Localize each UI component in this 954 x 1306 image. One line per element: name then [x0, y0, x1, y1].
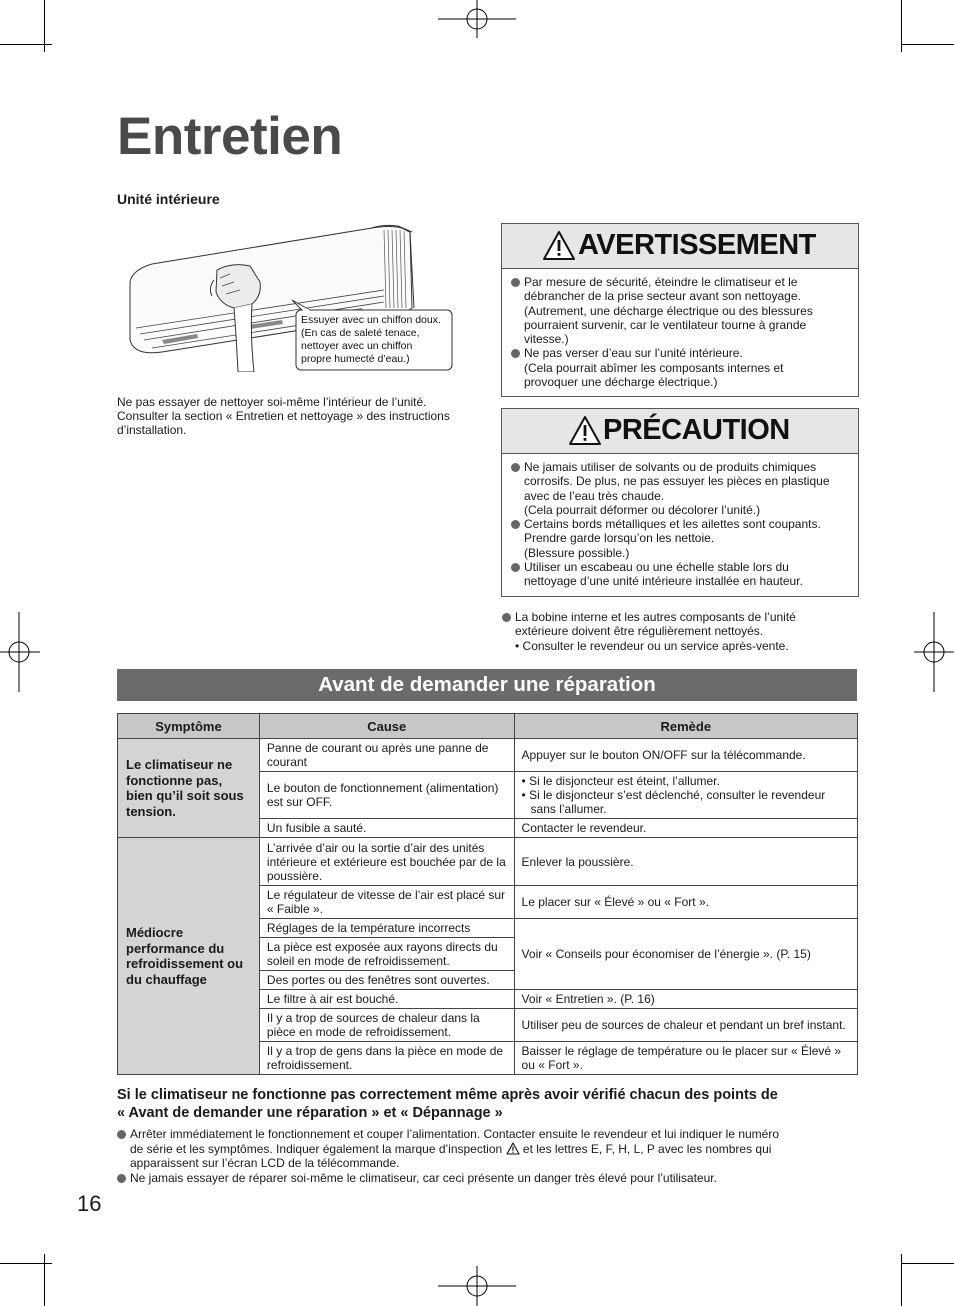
list-item: Prendre garde lorsqu’on les nettoie. [524, 531, 715, 546]
list-item: avec de l’eau très chaude. [524, 488, 665, 503]
registration-mark-top [438, 0, 516, 38]
troubleshooting-table [117, 713, 858, 1075]
remedy-cell: Contacter le revendeur. [514, 819, 857, 838]
list-item: Par mesure de sécurité, éteindre le climatiseur et le [511, 275, 852, 289]
callout-line-3: nettoyer avec un chiffon [301, 340, 413, 352]
remedy-cell: Voir « Entretien ». (P. 16) [514, 990, 857, 1009]
list-item: Certains bords métalliques et les ailettes sont coupants. [511, 517, 852, 531]
list-item: pourraient survenir, car le ventilateur tourne à grande [524, 317, 807, 332]
list-item: Ne jamais essayer de réparer soi-même le climatiseur, car ceci présente un danger très élevé pour l’utilisateur. [117, 1171, 779, 1186]
list-item: vitesse.) [524, 332, 569, 347]
header-remedy: Remède [514, 714, 857, 739]
list-item: débrancher de la prise secteur avant son nettoyage. [524, 289, 801, 304]
cause-cell: Des portes ou des fenêtres sont ouvertes. [259, 971, 514, 990]
cause-cell: Panne de courant ou après une panne de courant [259, 739, 514, 772]
table-header-row [118, 714, 858, 739]
cause-cell: Il y a trop de gens dans la pièce en mode de refroidissement. [259, 1042, 514, 1075]
header-cause: Cause [259, 714, 514, 739]
warning-triangle-icon [542, 230, 576, 261]
table-row [118, 838, 858, 886]
remedy-cell: Le placer sur « Élevé » ou « Fort ». [514, 886, 857, 919]
cause-cell: Réglages de la température incorrects [259, 919, 514, 938]
list-item: Ne pas verser d’eau sur l’unité intérieure. [511, 346, 852, 360]
list-item: corrosifs. De plus, ne pas essuyer les pièces en plastique [524, 474, 830, 489]
registration-mark-bottom [438, 1266, 516, 1306]
callout-line-2: (En cas de saleté tenace, [301, 327, 420, 339]
caution-body [502, 454, 858, 593]
registration-mark-left [0, 612, 40, 692]
list-item: (Cela pourrait abîmer les composants internes et [524, 360, 784, 375]
warning-box [501, 223, 859, 397]
remedy-cell: • Si le disjoncteur est éteint, l’allumer. • Si le disjoncteur s’est déclenché, consulter le revendeur sans l’allumer. [514, 772, 857, 819]
indoor-unit-heading: Unité intérieure [117, 191, 220, 207]
remedy-cell: Enlever la poussière. [514, 838, 857, 886]
symptom-cell: Médiocre performance du refroidissement ou du chauffage [118, 838, 260, 1075]
registration-mark-right [914, 612, 954, 692]
header-symptom: Symptôme [118, 714, 260, 739]
inspection-mark-icon [506, 1142, 520, 1155]
outdoor-unit-note [502, 610, 796, 653]
warning-label: AVERTISSEMENT [578, 229, 816, 261]
bottom-instructions [117, 1127, 779, 1185]
caution-box [501, 408, 859, 597]
list-item: (Blessure possible.) [524, 545, 630, 560]
remedy-cell: Baisser le réglage de température ou le placer sur « Élevé » ou « Fort ». [514, 1042, 857, 1075]
repair-section-title: Avant de demander une réparation [117, 669, 857, 701]
list-item-continuation: apparaissent sur l’écran LCD de la télécommande. [130, 1156, 400, 1170]
list-item: (Cela pourrait déformer ou décolorer l’unité.) [524, 502, 761, 517]
warning-header [502, 224, 858, 269]
remedy-cell: Appuyer sur le bouton ON/OFF sur la télécommande. [514, 739, 857, 772]
list-item: provoquer une décharge électrique.) [524, 375, 718, 390]
cause-cell: Un fusible a sauté. [259, 819, 514, 838]
indoor-unit-cleaning-illustration [122, 222, 458, 372]
indoor-cleaning-note: Ne pas essayer de nettoyer soi-même l’intérieur de l’unité. Consulter la section « Entretien et nettoyage » des instructions d’installation. [117, 395, 450, 437]
caution-triangle-icon [568, 415, 602, 446]
remedy-cell: Voir « Conseils pour économiser de l’énergie ». (P. 15) [514, 919, 857, 990]
caution-header [502, 409, 858, 454]
cause-cell: L’arrivée d’air ou la sortie d’air des unités intérieure et extérieure est bouchée par de la poussière. [259, 838, 514, 886]
list-item: (Autrement, une décharge électrique ou des blessures [524, 303, 813, 318]
callout-line-1: Essuyer avec un chiffon doux. [301, 314, 441, 326]
page-title: Entretien [117, 107, 343, 166]
callout-line-4: propre humecté d’eau.) [301, 353, 410, 365]
list-item: nettoyage d’une unité intérieure installée en hauteur. [524, 574, 803, 589]
list-item: • Consulter le revendeur ou un service après-vente. [515, 638, 789, 653]
list-item: La bobine interne et les autres composants de l’unité [502, 610, 796, 624]
list-item-continuation: de série et les symptômes. Indiquer également la marque d’inspection et les lettres E, F, H, L, P avec les nombres qui [130, 1141, 772, 1156]
list-item: extérieure doivent être régulièrement nettoyés. [515, 624, 764, 639]
cause-cell: Le filtre à air est bouché. [259, 990, 514, 1009]
symptom-cell: Le climatiseur ne fonctionne pas, bien qu’il soit sous tension. [118, 739, 260, 838]
page-number: 16 [77, 1191, 102, 1216]
cause-cell: Le régulateur de vitesse de l’air est placé sur « Faible ». [259, 886, 514, 919]
table-row [118, 739, 858, 772]
list-item: Utiliser un escabeau ou une échelle stable lors du [511, 560, 852, 574]
cause-cell: La pièce est exposée aux rayons directs du soleil en mode de refroidissement. [259, 938, 514, 971]
bottom-heading: Si le climatiseur ne fonctionne pas correctement même après avoir vérifié chacun des points de « Avant de demander une réparation » et « Dépannage » [117, 1087, 778, 1121]
list-item: Ne jamais utiliser de solvants ou de produits chimiques [511, 460, 852, 474]
cause-cell: Il y a trop de sources de chaleur dans la pièce en mode de refroidissement. [259, 1009, 514, 1042]
list-item: Arrêter immédiatement le fonctionnement et couper l’alimentation. Contacter ensuite le revendeur et lui indiquer le numéro [117, 1127, 779, 1142]
remedy-cell: Utiliser peu de sources de chaleur et pendant un bref instant. [514, 1009, 857, 1042]
warning-body [502, 269, 858, 393]
caution-label: PRÉCAUTION [603, 414, 790, 446]
cause-cell: Le bouton de fonctionnement (alimentation) est sur OFF. [259, 772, 514, 819]
